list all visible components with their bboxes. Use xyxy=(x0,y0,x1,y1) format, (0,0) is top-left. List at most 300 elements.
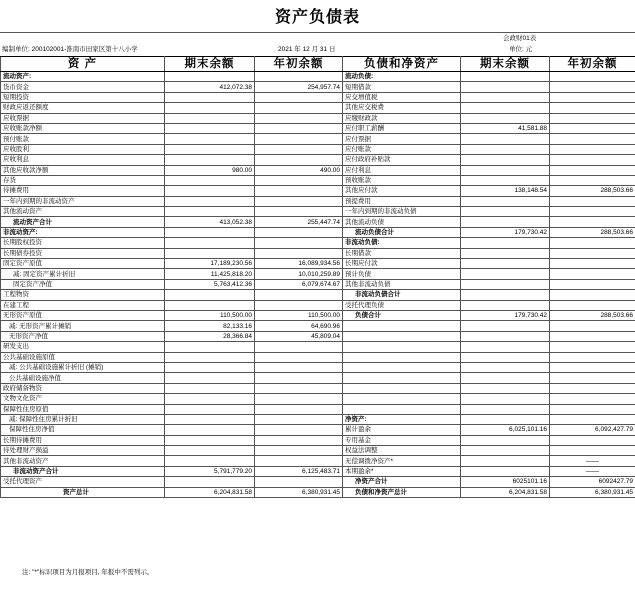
asset-item: 货币资金 xyxy=(1,82,165,92)
asset-end-balance: 412,072.38 xyxy=(165,82,255,92)
asset-begin-balance: 490.00 xyxy=(255,165,343,175)
asset-item: 其他流动资产 xyxy=(1,207,165,217)
asset-item: 资产总计 xyxy=(1,487,165,497)
col-header-asset-begin: 年初余额 xyxy=(255,57,343,72)
asset-item: 减: 公共基础设施累计折旧 (摊销) xyxy=(1,362,165,372)
liability-begin-balance xyxy=(550,394,635,404)
table-row xyxy=(1,92,635,102)
table-row xyxy=(1,446,635,456)
liability-item: 长期应付款 xyxy=(343,259,461,269)
liability-item: 流动负债合计 xyxy=(343,227,461,237)
asset-end-balance xyxy=(165,352,255,362)
table-row xyxy=(1,165,635,175)
asset-begin-balance: 254,957.74 xyxy=(255,82,343,92)
liability-item xyxy=(343,321,461,331)
liability-end-balance: 179,730.42 xyxy=(461,227,550,237)
liability-item: 专用基金 xyxy=(343,435,461,445)
asset-end-balance xyxy=(165,300,255,310)
liability-end-balance xyxy=(461,217,550,227)
asset-end-balance xyxy=(165,446,255,456)
table-row xyxy=(1,425,635,435)
asset-item: 长期股权投资 xyxy=(1,238,165,248)
asset-begin-balance xyxy=(255,373,343,383)
liability-item: 流动负债: xyxy=(343,72,461,82)
liability-end-balance xyxy=(461,342,550,352)
liability-item xyxy=(343,394,461,404)
asset-end-balance: 6,204,831.58 xyxy=(165,487,255,497)
asset-begin-balance xyxy=(255,238,343,248)
liability-end-balance xyxy=(461,248,550,258)
asset-item: 应收票据 xyxy=(1,113,165,123)
asset-end-balance xyxy=(165,134,255,144)
liability-item: 权益法调整 xyxy=(343,446,461,456)
liability-end-balance xyxy=(461,144,550,154)
asset-end-balance: 17,189,230.56 xyxy=(165,259,255,269)
liability-item: 受托代理负债 xyxy=(343,300,461,310)
liability-begin-balance xyxy=(550,342,635,352)
asset-end-balance: 28,366.84 xyxy=(165,331,255,341)
asset-end-balance: 110,500.00 xyxy=(165,310,255,320)
liability-end-balance: 6025101.16 xyxy=(461,477,550,487)
asset-item: 应收账款净额 xyxy=(1,123,165,133)
liability-item: 其他非流动负债 xyxy=(343,279,461,289)
table-row xyxy=(1,487,635,497)
asset-end-balance: 82,133.16 xyxy=(165,321,255,331)
table-row xyxy=(1,144,635,154)
asset-end-balance xyxy=(165,186,255,196)
liability-item: 其他应付款 xyxy=(343,186,461,196)
asset-item: 待处理财产损溢 xyxy=(1,446,165,456)
asset-begin-balance xyxy=(255,414,343,424)
asset-item: 固定资产原值 xyxy=(1,259,165,269)
asset-begin-balance xyxy=(255,404,343,414)
liability-item: 预提费用 xyxy=(343,196,461,206)
asset-end-balance xyxy=(165,394,255,404)
asset-begin-balance: 110,500.00 xyxy=(255,310,343,320)
asset-end-balance xyxy=(165,456,255,466)
table-row xyxy=(1,123,635,133)
liability-begin-balance xyxy=(550,269,635,279)
asset-end-balance xyxy=(165,362,255,372)
asset-item: 减: 无形资产累计摊销 xyxy=(1,321,165,331)
table-row xyxy=(1,435,635,445)
asset-begin-balance xyxy=(255,207,343,217)
asset-begin-balance xyxy=(255,72,343,82)
asset-begin-balance xyxy=(255,383,343,393)
table-row xyxy=(1,113,635,123)
liability-item: 其他流动负债 xyxy=(343,217,461,227)
table-row xyxy=(1,207,635,217)
liability-end-balance xyxy=(461,279,550,289)
table-row xyxy=(1,310,635,320)
asset-end-balance xyxy=(165,227,255,237)
table-row xyxy=(1,373,635,383)
asset-item: 财政应返还额度 xyxy=(1,103,165,113)
liability-end-balance xyxy=(461,165,550,175)
col-header-liab-end: 期末余额 xyxy=(461,57,550,72)
liability-begin-balance xyxy=(550,300,635,310)
table-row xyxy=(1,362,635,372)
asset-end-balance xyxy=(165,414,255,424)
liability-begin-balance xyxy=(550,238,635,248)
liability-begin-balance xyxy=(550,217,635,227)
liability-end-balance: 41,581.88 xyxy=(461,123,550,133)
liability-begin-balance: —— xyxy=(550,456,635,466)
table-row xyxy=(1,383,635,393)
liability-item: 无偿调拨净资产* xyxy=(343,456,461,466)
asset-item: 存货 xyxy=(1,175,165,185)
liability-begin-balance xyxy=(550,144,635,154)
asset-end-balance xyxy=(165,477,255,487)
table-row xyxy=(1,342,635,352)
table-row xyxy=(1,259,635,269)
liability-begin-balance xyxy=(550,290,635,300)
asset-end-balance xyxy=(165,342,255,352)
asset-item: 在建工程 xyxy=(1,300,165,310)
asset-item: 保障性住房原值 xyxy=(1,404,165,414)
asset-item: 一年内到期的非流动资产 xyxy=(1,196,165,206)
liability-begin-balance: —— xyxy=(550,466,635,476)
col-header-liab-begin: 年初余额 xyxy=(550,57,635,72)
col-header-liabilities: 负债和净资产 xyxy=(343,57,461,72)
liability-item xyxy=(343,383,461,393)
asset-begin-balance xyxy=(255,425,343,435)
asset-end-balance: 5,763,412.36 xyxy=(165,279,255,289)
asset-end-balance xyxy=(165,248,255,258)
asset-begin-balance xyxy=(255,196,343,206)
asset-end-balance xyxy=(165,175,255,185)
asset-begin-balance: 16,089,934.56 xyxy=(255,259,343,269)
liability-begin-balance: 6,380,931.45 xyxy=(550,487,635,497)
liability-end-balance: 6,204,831.58 xyxy=(461,487,550,497)
table-row xyxy=(1,82,635,92)
liability-end-balance xyxy=(461,155,550,165)
liability-end-balance xyxy=(461,362,550,372)
liability-item: 应付账款 xyxy=(343,144,461,154)
asset-item: 待摊费用 xyxy=(1,186,165,196)
asset-end-balance: 413,052.38 xyxy=(165,217,255,227)
asset-end-balance xyxy=(165,123,255,133)
liability-end-balance xyxy=(461,404,550,414)
liability-item: 负债合计 xyxy=(343,310,461,320)
liability-item: 短期借款 xyxy=(343,82,461,92)
liability-item: 非流动负债: xyxy=(343,238,461,248)
liability-begin-balance xyxy=(550,72,635,82)
asset-begin-balance xyxy=(255,134,343,144)
liability-begin-balance xyxy=(550,446,635,456)
liability-end-balance xyxy=(461,466,550,476)
liability-begin-balance xyxy=(550,259,635,269)
table-row xyxy=(1,331,635,341)
asset-item: 其他应收款净额 xyxy=(1,165,165,175)
asset-begin-balance xyxy=(255,186,343,196)
asset-item: 公共基础设施原值 xyxy=(1,352,165,362)
asset-item: 受托代理资产 xyxy=(1,477,165,487)
liability-begin-balance xyxy=(550,321,635,331)
table-row xyxy=(1,290,635,300)
asset-item: 其他非流动资产 xyxy=(1,456,165,466)
asset-item: 无形资产原值 xyxy=(1,310,165,320)
liability-begin-balance: 6092427.79 xyxy=(550,477,635,487)
asset-begin-balance xyxy=(255,352,343,362)
liability-end-balance xyxy=(461,446,550,456)
asset-begin-balance xyxy=(255,342,343,352)
liability-end-balance xyxy=(461,435,550,445)
liability-end-balance xyxy=(461,134,550,144)
asset-begin-balance xyxy=(255,477,343,487)
form-code: 会政财01表 xyxy=(503,35,537,42)
table-row xyxy=(1,279,635,289)
asset-end-balance xyxy=(165,425,255,435)
table-row xyxy=(1,269,635,279)
asset-end-balance xyxy=(165,207,255,217)
table-row xyxy=(1,155,635,165)
liability-begin-balance xyxy=(550,404,635,414)
report-title: 资产负债表 xyxy=(274,9,360,26)
asset-begin-balance xyxy=(255,227,343,237)
liability-end-balance xyxy=(461,238,550,248)
asset-item: 固定资产净值 xyxy=(1,279,165,289)
liability-begin-balance xyxy=(550,113,635,123)
liability-item: 应付票据 xyxy=(343,134,461,144)
asset-item: 长期债券投资 xyxy=(1,248,165,258)
header-row xyxy=(1,57,635,72)
liability-end-balance xyxy=(461,300,550,310)
asset-begin-balance: 255,447.74 xyxy=(255,217,343,227)
liability-item: 应付政府补贴款 xyxy=(343,155,461,165)
liability-begin-balance xyxy=(550,383,635,393)
footnote: 注: "*"标识项目为月报项目, 年报中不需列示。 xyxy=(22,569,154,576)
liability-begin-balance xyxy=(550,103,635,113)
asset-end-balance: 980.00 xyxy=(165,165,255,175)
asset-item: 预付账款 xyxy=(1,134,165,144)
asset-begin-balance xyxy=(255,394,343,404)
liability-end-balance: 138,148.54 xyxy=(461,186,550,196)
asset-begin-balance: 45,809.04 xyxy=(255,331,343,341)
table-row xyxy=(1,477,635,487)
asset-begin-balance xyxy=(255,92,343,102)
asset-item: 政府储备物资 xyxy=(1,383,165,393)
asset-item: 长期待摊费用 xyxy=(1,435,165,445)
liability-end-balance xyxy=(461,414,550,424)
liability-item xyxy=(343,404,461,414)
asset-begin-balance: 10,010,259.89 xyxy=(255,269,343,279)
liability-begin-balance xyxy=(550,414,635,424)
asset-end-balance xyxy=(165,103,255,113)
asset-begin-balance: 6,125,483.71 xyxy=(255,466,343,476)
balance-sheet-table xyxy=(0,56,635,498)
liability-item: 预计负债 xyxy=(343,269,461,279)
asset-begin-balance xyxy=(255,300,343,310)
asset-item: 非流动资产: xyxy=(1,227,165,237)
col-header-assets: 资 产 xyxy=(1,57,165,72)
liability-item: 应交增值税 xyxy=(343,92,461,102)
table-row xyxy=(1,227,635,237)
liability-begin-balance xyxy=(550,196,635,206)
col-header-asset-end: 期末余额 xyxy=(165,57,255,72)
liability-begin-balance xyxy=(550,435,635,445)
table-row xyxy=(1,404,635,414)
liability-begin-balance xyxy=(550,279,635,289)
asset-begin-balance: 6,079,674.67 xyxy=(255,279,343,289)
table-row xyxy=(1,134,635,144)
liability-item: 其他应交税费 xyxy=(343,103,461,113)
asset-item: 非流动资产合计 xyxy=(1,466,165,476)
table-row xyxy=(1,456,635,466)
table-row xyxy=(1,352,635,362)
liability-begin-balance xyxy=(550,331,635,341)
asset-end-balance xyxy=(165,155,255,165)
liability-item xyxy=(343,342,461,352)
liability-end-balance xyxy=(461,103,550,113)
liability-begin-balance xyxy=(550,155,635,165)
table-row xyxy=(1,196,635,206)
table-row xyxy=(1,175,635,185)
asset-item: 保障性住房净值 xyxy=(1,425,165,435)
asset-begin-balance xyxy=(255,290,343,300)
liability-begin-balance: 288,503.66 xyxy=(550,186,635,196)
asset-begin-balance xyxy=(255,248,343,258)
liability-end-balance xyxy=(461,352,550,362)
table-row xyxy=(1,414,635,424)
table-row xyxy=(1,186,635,196)
liability-item xyxy=(343,352,461,362)
table-row xyxy=(1,300,635,310)
asset-end-balance xyxy=(165,92,255,102)
liability-end-balance: 179,730.42 xyxy=(461,310,550,320)
asset-end-balance xyxy=(165,196,255,206)
asset-begin-balance xyxy=(255,175,343,185)
reporting-unit: 编制单位: 200102001-淮南市田家区第十八小学 xyxy=(2,46,138,53)
liability-item: 净资产合计 xyxy=(343,477,461,487)
asset-end-balance xyxy=(165,404,255,414)
asset-item: 工程物资 xyxy=(1,290,165,300)
asset-end-balance: 5,791,779.20 xyxy=(165,466,255,476)
liability-begin-balance xyxy=(550,175,635,185)
report-date: 2021 年 12 月 31 日 xyxy=(278,46,336,53)
liability-item: 累计盈余 xyxy=(343,425,461,435)
currency-unit: 单位: 元 xyxy=(509,46,533,53)
asset-end-balance xyxy=(165,290,255,300)
liability-begin-balance xyxy=(550,165,635,175)
asset-begin-balance xyxy=(255,456,343,466)
liability-begin-balance xyxy=(550,352,635,362)
liability-item: 非流动负债合计 xyxy=(343,290,461,300)
asset-begin-balance xyxy=(255,144,343,154)
asset-end-balance xyxy=(165,435,255,445)
liability-end-balance xyxy=(461,196,550,206)
asset-end-balance xyxy=(165,238,255,248)
liability-item: 本期盈余* xyxy=(343,466,461,476)
liability-item: 净资产: xyxy=(343,414,461,424)
liability-begin-balance xyxy=(550,92,635,102)
asset-item: 无形资产净值 xyxy=(1,331,165,341)
table-row xyxy=(1,217,635,227)
liability-end-balance xyxy=(461,82,550,92)
liability-end-balance xyxy=(461,394,550,404)
asset-begin-balance xyxy=(255,155,343,165)
liability-begin-balance xyxy=(550,362,635,372)
asset-item: 公共基础设施净值 xyxy=(1,373,165,383)
asset-end-balance xyxy=(165,144,255,154)
asset-end-balance xyxy=(165,373,255,383)
liability-begin-balance xyxy=(550,134,635,144)
table-row xyxy=(1,321,635,331)
top-rule xyxy=(0,32,635,33)
liability-end-balance xyxy=(461,259,550,269)
liability-item: 预收账款 xyxy=(343,175,461,185)
asset-end-balance xyxy=(165,72,255,82)
liability-end-balance xyxy=(461,175,550,185)
liability-begin-balance: 6,092,427.79 xyxy=(550,425,635,435)
asset-item: 研发支出 xyxy=(1,342,165,352)
asset-item: 减: 固定资产累计折旧 xyxy=(1,269,165,279)
asset-item: 短期投资 xyxy=(1,92,165,102)
liability-begin-balance xyxy=(550,82,635,92)
asset-begin-balance: 64,690.96 xyxy=(255,321,343,331)
table-row xyxy=(1,248,635,258)
liability-end-balance xyxy=(461,321,550,331)
liability-begin-balance: 288,503.66 xyxy=(550,227,635,237)
liability-begin-balance xyxy=(550,123,635,133)
liability-end-balance xyxy=(461,373,550,383)
liability-end-balance: 6,025,101.16 xyxy=(461,425,550,435)
asset-end-balance xyxy=(165,113,255,123)
liability-end-balance xyxy=(461,456,550,466)
liability-begin-balance: 288,503.66 xyxy=(550,310,635,320)
table-row xyxy=(1,238,635,248)
liability-item: 应付职工薪酬 xyxy=(343,123,461,133)
liability-begin-balance xyxy=(550,248,635,258)
liability-end-balance xyxy=(461,113,550,123)
liability-item: 应缴财政款 xyxy=(343,113,461,123)
asset-item: 应收利息 xyxy=(1,155,165,165)
asset-begin-balance xyxy=(255,446,343,456)
asset-begin-balance xyxy=(255,103,343,113)
liability-end-balance xyxy=(461,383,550,393)
asset-begin-balance xyxy=(255,362,343,372)
liability-end-balance xyxy=(461,207,550,217)
liability-begin-balance xyxy=(550,207,635,217)
table-row xyxy=(1,466,635,476)
asset-item: 应收股利 xyxy=(1,144,165,154)
asset-end-balance xyxy=(165,383,255,393)
asset-begin-balance: 6,380,931.45 xyxy=(255,487,343,497)
liability-end-balance xyxy=(461,72,550,82)
asset-end-balance: 11,425,818.20 xyxy=(165,269,255,279)
asset-item: 流动资产: xyxy=(1,72,165,82)
liability-end-balance xyxy=(461,290,550,300)
liability-item xyxy=(343,373,461,383)
table-row xyxy=(1,394,635,404)
liability-end-balance xyxy=(461,331,550,341)
liability-end-balance xyxy=(461,92,550,102)
liability-item: 一年内到期的非流动负债 xyxy=(343,207,461,217)
liability-item: 负债和净资产总计 xyxy=(343,487,461,497)
liability-item xyxy=(343,331,461,341)
asset-begin-balance xyxy=(255,113,343,123)
liability-end-balance xyxy=(461,269,550,279)
liability-item: 长期借款 xyxy=(343,248,461,258)
asset-begin-balance xyxy=(255,435,343,445)
asset-item: 减: 保障性住房累计折旧 xyxy=(1,414,165,424)
asset-item: 文物文化资产 xyxy=(1,394,165,404)
liability-begin-balance xyxy=(550,373,635,383)
asset-begin-balance xyxy=(255,123,343,133)
liability-item: 应付利息 xyxy=(343,165,461,175)
table-row xyxy=(1,103,635,113)
table-row xyxy=(1,72,635,82)
